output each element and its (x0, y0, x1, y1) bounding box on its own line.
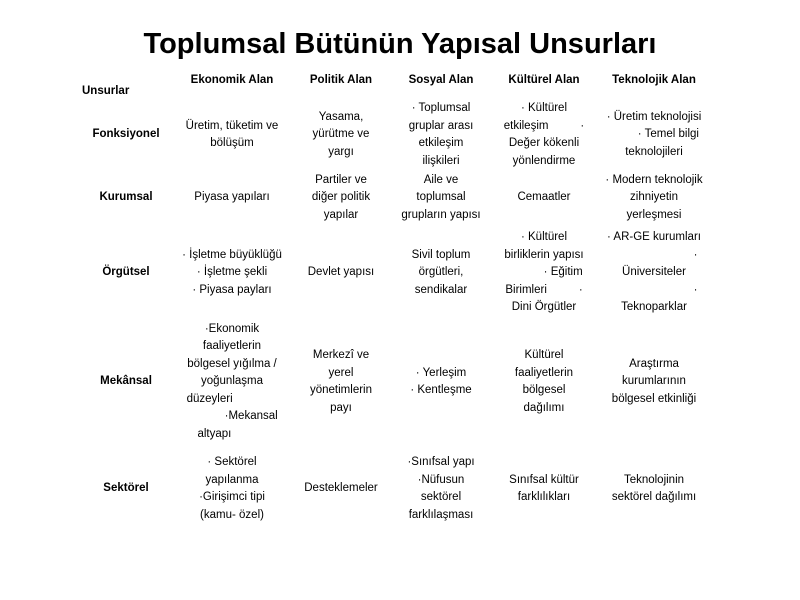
cell-line: payı (330, 401, 352, 414)
table-cell (390, 170, 492, 226)
table-cell (292, 444, 390, 534)
table-cell (390, 100, 492, 170)
cell-line: bölüşüm (210, 137, 254, 149)
cell-line: · Kentleşme (410, 384, 472, 396)
cell-line: diğer politik (311, 191, 371, 204)
table-cell (596, 226, 712, 320)
slide-title: Toplumsal Bütünün Yapısal Unsurları (143, 28, 657, 60)
table-cell (492, 170, 596, 226)
cell-line: bölgesel etkinliği (611, 392, 697, 405)
cell-line: ilişkileri (422, 154, 460, 167)
cell-line: teknolojileri (625, 145, 683, 158)
table-cell (292, 320, 390, 444)
column-header-teknolojik: Teknolojik Alan (612, 74, 696, 86)
cell-line: Desteklemeler (304, 482, 378, 495)
cell-line: Piyasa yapıları (194, 191, 270, 204)
cell-line: Yasama, (318, 110, 364, 123)
table-row (80, 320, 712, 444)
cell-line: Cemaatler (517, 191, 571, 204)
cell-line: bölgesel yığılma / (187, 357, 277, 370)
cell-line: faaliyetlerin (514, 366, 574, 379)
table-cell (172, 100, 292, 170)
row-header: Mekânsal (100, 375, 152, 388)
table-cell (172, 226, 292, 320)
cell-line: yapılanma (205, 473, 259, 486)
cell-line: farklılıkları (517, 491, 571, 503)
cell-line: · Toplumsal (411, 102, 471, 114)
table-row (80, 226, 712, 320)
table-cell (492, 444, 596, 534)
cell-line: · (610, 248, 698, 261)
cell-line: Merkezî ve (312, 349, 370, 361)
cell-line: bölgesel (522, 384, 566, 396)
table-cell (596, 320, 712, 444)
cell-line: Partiler ve (315, 173, 367, 186)
table-cell (172, 444, 292, 534)
corner-label: Unsurlar (82, 84, 130, 97)
cell-line: altyapı (197, 427, 267, 440)
cell-line: Teknoparklar (621, 301, 687, 314)
cell-line: yürütme ve (312, 128, 370, 141)
column-header-ekonomik: Ekonomik Alan (190, 74, 274, 86)
cell-line: sendikalar (414, 283, 468, 296)
table-cell (596, 444, 712, 534)
cell-line: birliklerin yapısı (504, 248, 584, 261)
cell-line: farklılaşması (408, 508, 474, 521)
cell-line: grupların yapısı (401, 208, 481, 221)
cell-line: · Sektörel (207, 456, 257, 468)
cell-line: ·Mekansal (186, 410, 278, 423)
cell-line: etkileşim · (503, 119, 585, 132)
cell-line: (kamu- özel) (200, 508, 264, 521)
table-cell (172, 320, 292, 444)
cell-line: dağılımı (523, 401, 565, 414)
header-row (80, 66, 712, 100)
cell-line: ·Girişimci tipi (199, 491, 265, 503)
cell-line: yerleşmesi (626, 208, 682, 221)
cell-line: gruplar arası (408, 119, 474, 132)
table-cell (390, 320, 492, 444)
row-header: Fonksiyonel (92, 128, 160, 141)
cell-line: Araştırma (629, 357, 679, 370)
row-header: Sektörel (103, 482, 149, 495)
cell-line: ·Ekonomik (204, 322, 260, 335)
cell-line: · Modern teknolojik (605, 173, 703, 186)
cell-line: · Temel bilgi (609, 128, 699, 141)
cell-line: Sınıfsal kültür (509, 473, 579, 486)
cell-line: Birimleri · (505, 283, 583, 296)
cell-line: sektörel dağılımı (611, 491, 697, 503)
cell-line: yargı (328, 145, 354, 158)
cell-line: Devlet yapısı (307, 266, 375, 279)
table-cell (492, 320, 596, 444)
cell-line: · Eğitim (505, 266, 583, 279)
cell-line: ·Sınıfsal yapı (407, 456, 475, 468)
cell-line: Teknolojinin (623, 473, 685, 486)
table-cell (172, 170, 292, 226)
row-header: Kurumsal (99, 191, 153, 204)
cell-line: zihniyetin (630, 191, 678, 204)
cell-line: etkileşim (418, 137, 464, 149)
structure-table (80, 66, 712, 534)
cell-line: · Kültürel (520, 231, 568, 244)
cell-line: · (610, 283, 698, 296)
table-row (80, 170, 712, 226)
cell-line: · AR-GE kurumları (607, 231, 701, 244)
cell-line: · İşletme büyüklüğü (182, 248, 282, 261)
table-cell (492, 100, 596, 170)
cell-line: · Kültürel (520, 102, 568, 114)
cell-line: düzeyleri (186, 392, 278, 405)
table-cell (390, 444, 492, 534)
table-cell (390, 226, 492, 320)
table-cell (596, 100, 712, 170)
cell-line: Sivil toplum (411, 248, 471, 261)
table-cell (292, 100, 390, 170)
row-header: Örgütsel (102, 266, 150, 279)
cell-line: yönetimlerin (310, 384, 372, 396)
table-cell (292, 170, 390, 226)
cell-line: faaliyetlerin (202, 340, 262, 353)
column-header-sosyal: Sosyal Alan (408, 74, 474, 86)
cell-line: ·Nüfusun (417, 473, 465, 486)
cell-line: Üretim, tüketim ve (185, 119, 279, 132)
cell-line: sektörel (420, 491, 462, 503)
cell-line: · Yerleşim (415, 366, 467, 379)
cell-line: Üniversiteler (622, 266, 686, 279)
cell-line: Değer kökenli (508, 137, 580, 149)
cell-line: örgütleri, (418, 266, 464, 279)
cell-line: toplumsal (416, 191, 466, 204)
cell-line: Dini Örgütler (511, 301, 577, 314)
table-cell (492, 226, 596, 320)
cell-line: yönlendirme (512, 154, 576, 167)
cell-line: yapılar (323, 208, 359, 221)
cell-line: yerel (328, 366, 354, 379)
table-cell (292, 226, 390, 320)
column-header-politik: Politik Alan (309, 74, 373, 86)
cell-line: Aile ve (423, 173, 459, 186)
cell-line: kurumlarının (622, 375, 686, 388)
table-row (80, 444, 712, 534)
cell-line: Kültürel (524, 349, 564, 361)
table-row (80, 100, 712, 170)
cell-line: yoğunlaşma (200, 375, 263, 388)
cell-line: · Üretim teknolojisi (606, 110, 702, 123)
table-cell (596, 170, 712, 226)
cell-line: · Piyasa payları (192, 283, 272, 296)
cell-line: · İşletme şekli (196, 266, 268, 279)
column-header-kulturel: Kültürel Alan (508, 74, 580, 86)
